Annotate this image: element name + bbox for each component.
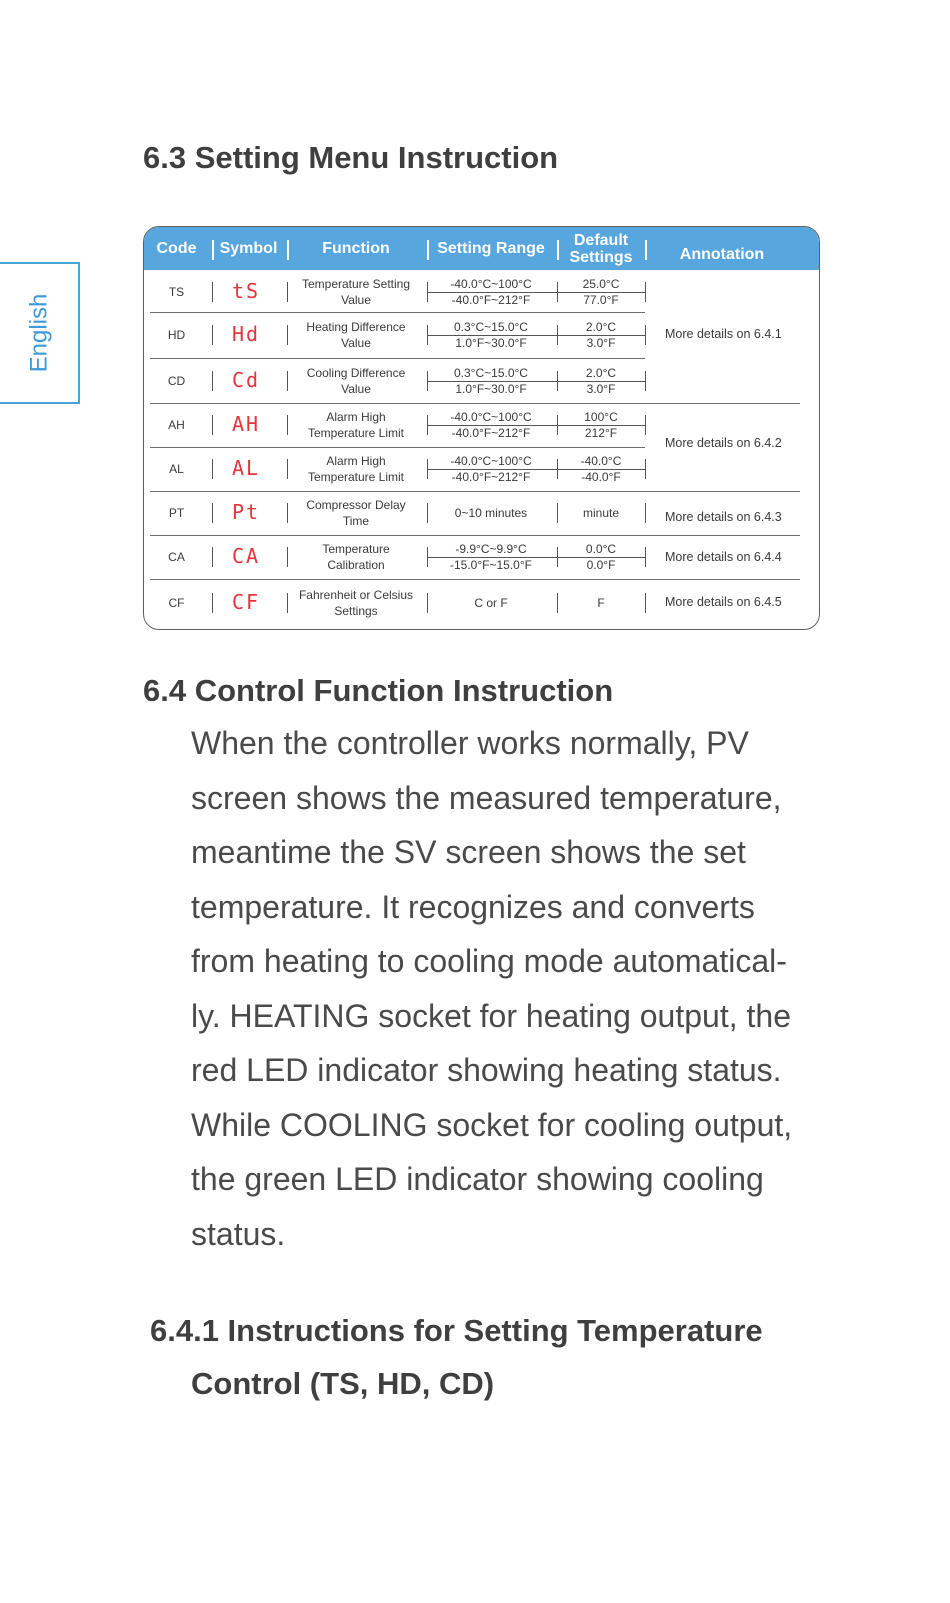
function-line-1: Temperature — [322, 542, 390, 556]
range-celsius: -40.0°C~100°C — [450, 454, 532, 468]
default-celsius: 100°C — [584, 410, 618, 424]
language-label: English — [25, 293, 52, 373]
column-separator — [427, 593, 428, 613]
table-cell-code: HD — [167, 328, 186, 342]
header-function: Function — [322, 240, 390, 257]
header-setting-range: Setting Range — [437, 240, 545, 257]
range-celsius: -9.9°C~9.9°C — [455, 542, 527, 556]
paragraph-line: status. — [191, 1215, 286, 1252]
default-fahrenheit: -40.0°F — [581, 470, 621, 484]
column-separator — [427, 547, 428, 567]
default-celsius: 25.0°C — [582, 277, 620, 291]
column-separator — [427, 459, 428, 479]
default-fahrenheit: 212°F — [584, 426, 618, 440]
column-separator — [557, 503, 558, 523]
table-cell-function — [287, 270, 425, 314]
table-annotation: More details on 6.4.2 — [665, 436, 782, 450]
column-separator — [557, 282, 558, 302]
paragraph-line: from heating to cooling mode automatical- — [191, 943, 787, 979]
paragraph-line: meantime the SV screen shows the set — [191, 834, 746, 870]
paragraph-line: When the controller works normally, PV — [191, 725, 749, 761]
function-line-2: Time — [342, 514, 370, 528]
table-cell-function — [287, 535, 425, 579]
table-cell-code: TS — [168, 285, 185, 299]
range-fahrenheit: -40.0°F~212°F — [451, 470, 531, 484]
range-divider — [427, 292, 645, 293]
default-fahrenheit: 77.0°F — [583, 293, 619, 307]
function-line-1: Fahrenheit or Celsius — [298, 588, 414, 602]
column-separator — [427, 282, 428, 302]
paragraph-line: screen shows the measured temperature, — [191, 779, 782, 816]
section-6-4-1-title-line1: 6.4.1 Instructions for Setting Temperature — [150, 1313, 763, 1348]
table-cell-default: minute — [582, 506, 620, 520]
header-code: Code — [156, 240, 197, 257]
default-fahrenheit: 3.0°F — [586, 336, 616, 350]
default-celsius: -40.0°C — [580, 454, 622, 468]
header-symbol: Symbol — [219, 240, 278, 257]
range-celsius: -40.0°C~100°C — [450, 410, 532, 424]
range-fahrenheit: 1.0°F~30.0°F — [455, 381, 527, 396]
table-cell-code: AL — [169, 462, 184, 476]
table-cell-symbol: CA — [232, 544, 261, 568]
table-cell-function — [287, 579, 425, 627]
column-separator — [212, 282, 213, 302]
range-fahrenheit: -40.0°F~212°F — [451, 293, 531, 307]
function-line-2: Calibration — [327, 558, 385, 572]
header-annotation: Annotation — [679, 246, 765, 263]
function-line-2: Value — [341, 336, 371, 350]
column-separator — [645, 325, 646, 345]
function-line-2: Temperature Limit — [307, 426, 405, 440]
column-separator — [645, 593, 646, 613]
table-cell-symbol: tS — [232, 279, 261, 303]
column-separator — [427, 415, 428, 435]
column-separator — [557, 325, 558, 345]
range-fahrenheit: -15.0°F~15.0°F — [450, 558, 532, 572]
function-line-2: Value — [341, 381, 371, 396]
range-fahrenheit: 1.0°F~30.0°F — [455, 336, 527, 350]
paragraph-line: While COOLING socket for cooling output, — [191, 1106, 793, 1143]
header-default-settings: Default Settings — [569, 231, 633, 266]
table-cell-setting-range: C or F — [474, 596, 508, 610]
column-separator — [287, 371, 288, 391]
column-separator — [212, 459, 213, 479]
column-separator — [212, 547, 213, 567]
column-separator — [557, 593, 558, 613]
column-separator — [212, 371, 213, 391]
column-separator — [427, 371, 428, 391]
function-line-2: Temperature Limit — [307, 470, 405, 484]
settings-table — [143, 226, 820, 630]
range-divider — [427, 335, 645, 336]
function-line-1: Temperature Setting — [301, 277, 411, 291]
table-cell-default: F — [597, 596, 605, 610]
table-cell-code: CF — [168, 596, 185, 610]
function-line-1: Alarm High — [326, 410, 386, 424]
row-divider — [150, 491, 800, 492]
column-separator — [287, 547, 288, 567]
section-6-4-1-title-line2: Control (TS, HD, CD) — [191, 1366, 495, 1401]
table-annotation: More details on 6.4.3 — [665, 510, 782, 524]
column-separator — [212, 415, 213, 435]
range-celsius: 0.3°C~15.0°C — [454, 365, 528, 380]
table-cell-function — [287, 447, 425, 491]
table-annotation: More details on 6.4.4 — [665, 550, 782, 564]
column-separator — [287, 282, 288, 302]
column-separator — [557, 415, 558, 435]
column-separator — [212, 325, 213, 345]
default-celsius: 0.0°C — [585, 542, 617, 556]
section-6-4-title: 6.4 Control Function Instruction — [143, 673, 614, 708]
function-line-2: Settings — [334, 604, 378, 618]
function-line-1: Compressor Delay — [306, 498, 406, 512]
column-separator — [557, 371, 558, 391]
column-separator — [557, 459, 558, 479]
paragraph-line: red LED indicator showing heating status. — [191, 1052, 782, 1088]
default-celsius: 2.0°C — [585, 365, 617, 380]
column-separator — [645, 459, 646, 479]
column-separator — [557, 547, 558, 567]
column-separator — [287, 415, 288, 435]
column-separator — [427, 325, 428, 345]
table-cell-code: AH — [168, 418, 185, 432]
default-fahrenheit: 0.0°F — [586, 558, 616, 572]
range-divider — [427, 381, 645, 382]
column-separator — [212, 593, 213, 613]
range-divider — [427, 425, 645, 426]
column-separator — [427, 503, 428, 523]
function-line-1: Cooling Difference — [306, 365, 406, 380]
paragraph-line: ly. HEATING socket for heating output, the — [191, 997, 791, 1034]
table-annotation: More details on 6.4.1 — [665, 327, 782, 341]
paragraph-line: temperature. It recognizes and converts — [191, 888, 755, 925]
column-separator — [287, 593, 288, 613]
row-divider — [150, 312, 645, 313]
table-cell-symbol: Pt — [232, 500, 261, 524]
column-separator — [287, 459, 288, 479]
table-cell-setting-range: 0~10 minutes — [454, 506, 528, 520]
row-divider — [150, 579, 800, 580]
column-separator — [645, 503, 646, 523]
table-cell-function — [287, 491, 425, 535]
table-cell-function — [287, 403, 425, 447]
table-cell-function — [287, 358, 425, 403]
function-line-2: Value — [341, 293, 371, 307]
range-divider — [427, 469, 645, 470]
column-separator — [645, 415, 646, 435]
language-tab — [0, 262, 80, 404]
section-6-4-paragraph — [191, 716, 831, 1261]
table-cell-code: PT — [168, 506, 185, 520]
row-divider — [150, 535, 800, 536]
row-divider — [150, 447, 645, 448]
table-cell-code: CD — [167, 373, 186, 388]
range-celsius: 0.3°C~15.0°C — [454, 320, 528, 334]
table-cell-function — [287, 312, 425, 358]
table-cell-symbol: CF — [232, 590, 261, 614]
range-fahrenheit: -40.0°F~212°F — [451, 426, 531, 440]
table-header — [144, 227, 819, 270]
column-separator — [645, 282, 646, 302]
column-separator — [212, 503, 213, 523]
table-cell-symbol: AH — [232, 412, 261, 436]
default-fahrenheit: 3.0°F — [586, 381, 616, 396]
table-annotation: More details on 6.4.5 — [665, 595, 782, 609]
range-divider — [427, 557, 645, 558]
table-cell-symbol: Cd — [232, 367, 261, 392]
range-celsius: -40.0°C~100°C — [450, 277, 532, 291]
column-separator — [287, 325, 288, 345]
table-cell-symbol: AL — [232, 456, 261, 480]
column-separator — [287, 503, 288, 523]
table-cell-symbol: Hd — [232, 322, 261, 346]
paragraph-line: the green LED indicator showing cooling — [191, 1161, 764, 1197]
row-divider — [150, 403, 800, 404]
function-line-1: Alarm High — [326, 454, 386, 468]
row-divider — [150, 358, 645, 359]
default-celsius: 2.0°C — [585, 320, 617, 334]
section-6-3-title: 6.3 Setting Menu Instruction — [143, 140, 559, 175]
column-separator — [645, 547, 646, 567]
function-line-1: Heating Difference — [306, 320, 406, 334]
table-cell-code: CA — [168, 550, 185, 564]
column-separator — [645, 371, 646, 391]
